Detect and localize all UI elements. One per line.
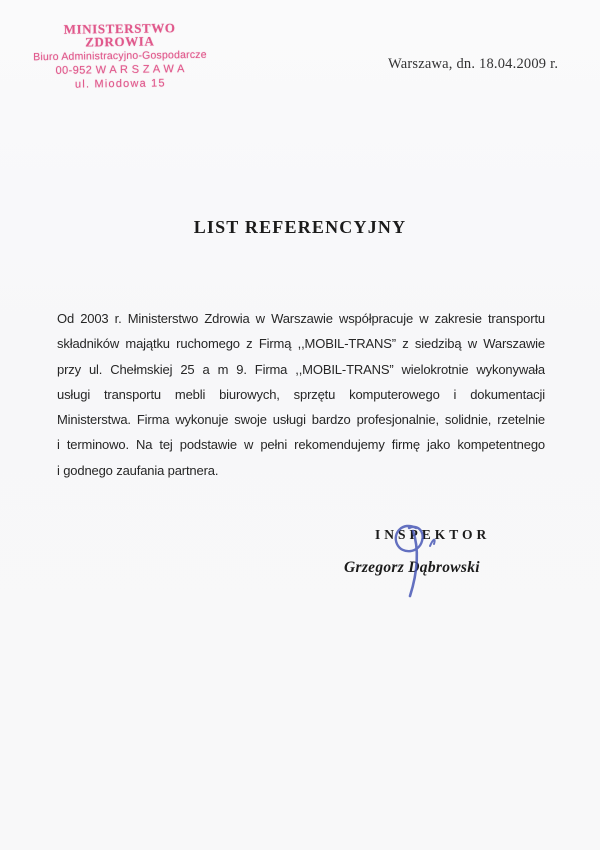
body-line: przy ul. Chełmskiej 25 a m 9. Firma ,,MOBIL-TRANS” wielokrotnie wykonywała [57,361,545,377]
letter-title: LIST REFERENCYJNY [193,217,407,237]
handwritten-signature-ink [388,516,450,608]
stamp-street: ul. Miodowa 15 [74,76,166,91]
stamp-city: 00-952 W A R S Z A W A [55,62,185,77]
signatory-name: Grzegorz Dąbrowski [344,559,480,576]
body-line: składników majątku ruchomego z Firmą ,,MOBIL-TRANS” z siedzibą w Warszawie [57,336,545,352]
body-line: i godnego zaufania partnera. [57,462,219,478]
body-line: Ministerstwa. Firma wykonuje swoje usługi bardzo profesjonalnie, solidnie, rzetelnie [57,412,545,428]
body-line: usługi transportu mebli biurowych, sprzętu komputerowego i dokumentacji [57,386,545,402]
letter-body [57,311,545,488]
ministry-stamp [30,21,211,91]
stamp-org-name: MINISTERSTWO ZDROWIA [63,20,176,50]
body-line: Od 2003 r. Ministerstwo Zdrowia w Warszawie współpracuje w zakresie transportu [57,311,545,326]
dateline: Warszawa, dn. 18.04.2009 r. [388,56,559,72]
body-line: i terminowo. Na tej podstawie w pełni rekomendujemy firmę jako kompetentnego [57,437,545,453]
stamp-office: Biuro Administracyjno-Gospodarcze [33,48,207,64]
signature-role: INSPEKTOR [375,527,491,542]
